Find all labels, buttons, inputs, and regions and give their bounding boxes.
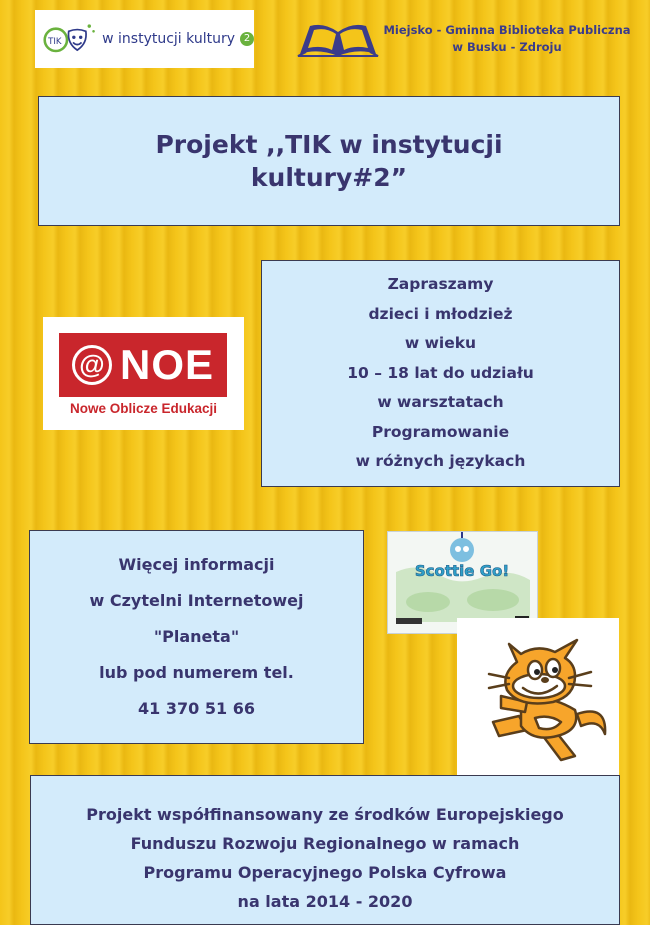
invitation-box [261,260,620,487]
book-icon [296,20,380,60]
invitation-line: dzieci i młodzież [368,304,513,323]
info-line: Więcej informacji [118,555,275,574]
library-header [296,18,636,62]
invitation-line: 10 – 18 lat do udziału [347,363,534,382]
tik-logo [35,10,254,68]
svg-text:TIK: TIK [48,37,62,48]
scottie-go-title: Scottie Go! [414,562,510,580]
info-line: lub pod numerem tel. [99,663,294,682]
noe-logo-name: NOE [119,341,214,388]
invitation-line: w wieku [404,334,477,353]
funding-line: na lata 2014 - 2020 [237,892,413,911]
funding-line: Programu Operacyjnego Polska Cyfrowa [143,863,507,882]
funding-line: Projekt współfinansowany ze środków Europejskiego [86,805,564,824]
library-name-line1: Miejsko - Gminna Biblioteka Publiczna [383,23,631,37]
info-line: w Czytelni Internetowej [89,591,304,610]
invitation-line: w warsztatach [377,393,504,412]
at-sign-icon: @ [72,345,112,385]
page-title [119,128,539,194]
tik-badge: 2 [240,32,254,46]
phone-number: 41 370 51 66 [138,699,255,718]
library-name [382,22,632,56]
invitation-line: w różnych językach [355,452,526,471]
info-line: "Planeta" [153,627,240,646]
info-box [29,530,364,744]
title-box [38,96,620,226]
title-line2: kultury#2” [250,163,408,192]
funding-note-box [30,775,620,925]
library-name-line2: w Busku - Zdroju [452,40,562,54]
title-line1: Projekt ,,TIK w instytucji [155,130,503,159]
noe-logo-banner [59,333,227,397]
invitation-line: Programowanie [371,422,510,441]
noe-logo-subtitle: Nowe Oblicze Edukacji [69,401,218,416]
funding-line: Funduszu Rozwoju Regionalnego w ramach [130,834,520,853]
invitation-line: Zapraszamy [387,275,494,294]
scratch-cat-image [457,618,619,775]
noe-logo [43,317,244,430]
tik-logo-text: w instytucji kultury 2 [102,31,254,47]
tik-mask-icon [43,18,96,60]
